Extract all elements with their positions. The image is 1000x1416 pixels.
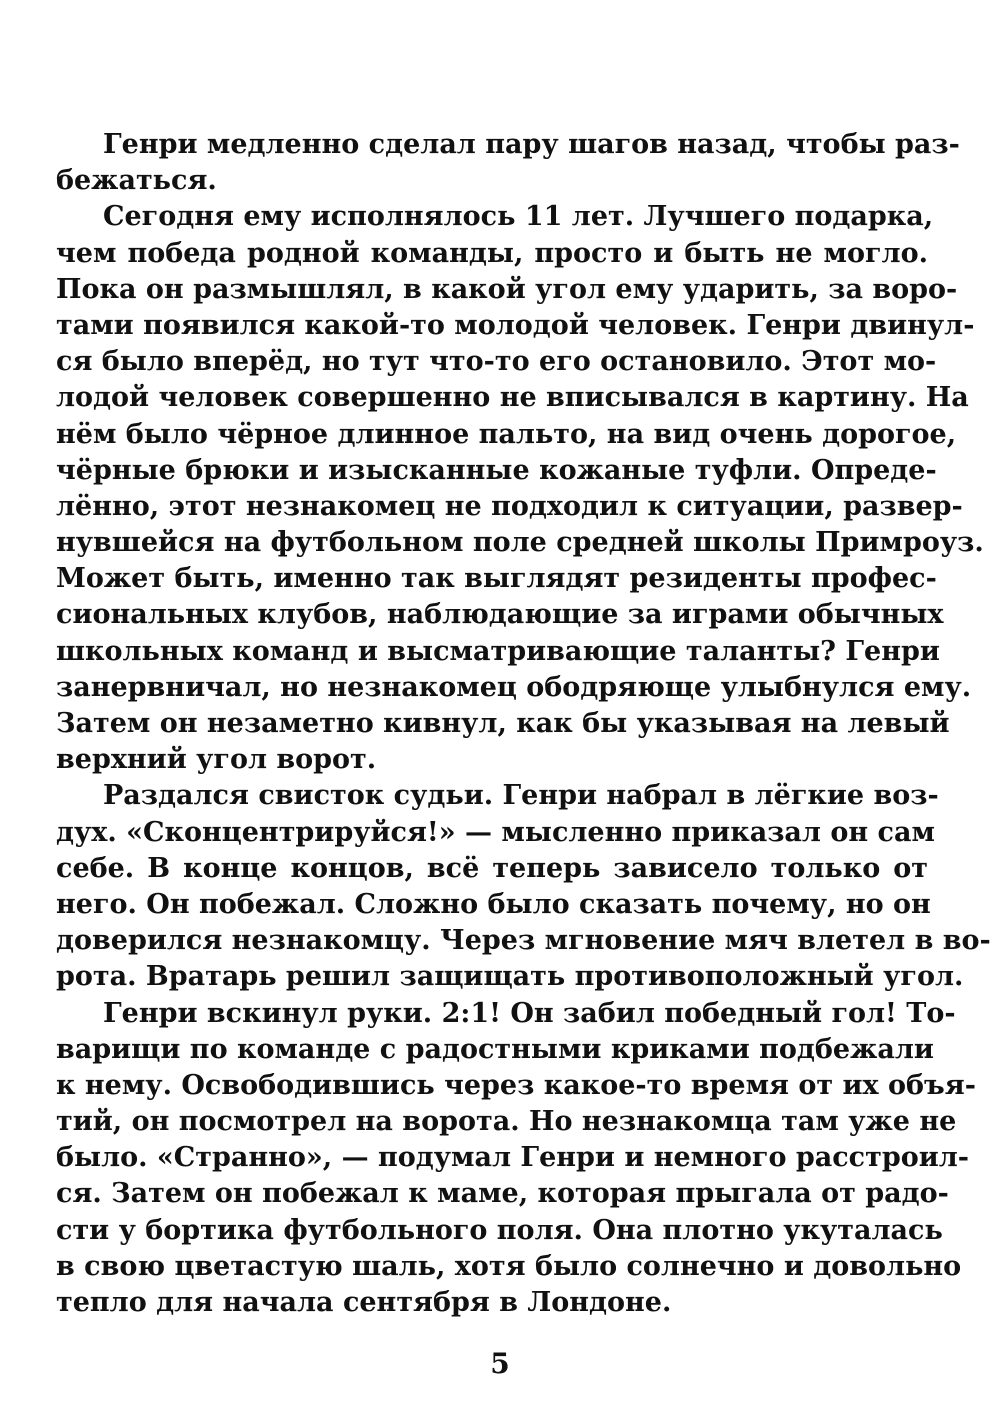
text-line: тий, он посмотрел на ворота. Но незнакомца там уже не bbox=[56, 1106, 957, 1138]
text-line: тами появился какой-то молодой человек. Генри двинул- bbox=[56, 309, 975, 341]
paragraph bbox=[56, 778, 991, 995]
text-line: чёрные брюки и изысканные кожаные туфли. Опреде- bbox=[56, 454, 937, 486]
text-line: ся. Затем он побежал к маме, которая прыгала от радо- bbox=[56, 1178, 949, 1210]
text-line: Раздался свисток судьи. Генри набрал в лёгкие воз- bbox=[103, 780, 939, 812]
text-line: чем победа родной команды, просто и быть не могло. bbox=[56, 237, 928, 269]
text-line: Может быть, именно так выглядят резиденты профес- bbox=[56, 563, 937, 595]
text-line: лодой человек совершенно не вписывался в картину. На bbox=[56, 382, 969, 414]
text-line: нём было чёрное длинное пальто, на вид очень дорогое, bbox=[56, 418, 957, 450]
text-line: занервничал, но незнакомец ободряюще улыбнулся ему. bbox=[56, 671, 972, 703]
text-line: в свою цветастую шаль, хотя было солнечно и довольно bbox=[56, 1250, 962, 1282]
text-line: тепло для начала сентября в Лондоне. bbox=[56, 1287, 672, 1318]
text-line: лённо, этот незнакомец не подходил к ситуации, развер- bbox=[56, 490, 963, 522]
text-line: сти у бортика футбольного поля. Она плотно укуталась bbox=[56, 1214, 943, 1246]
text-line: Сегодня ему исполнялось 11 лет. Лучшего подарка, bbox=[103, 201, 934, 233]
text-line: было. «Странно», — подумал Генри и немного расстроил- bbox=[56, 1142, 970, 1174]
text-line: школьных команд и высматривающие таланты? Генри bbox=[56, 635, 940, 667]
text-line: Затем он незаметно кивнул, как бы указывая на левый bbox=[56, 708, 950, 739]
text-line: бежаться. bbox=[56, 165, 217, 197]
text-line: Пока он размышлял, в какой угол ему ударить, за воро- bbox=[56, 273, 958, 305]
text-line: себе. В конце концов, всё теперь зависело только от bbox=[56, 852, 928, 884]
text-line: нувшейся на футбольном поле средней школы Примроуз. bbox=[56, 527, 984, 559]
paragraph bbox=[56, 199, 984, 778]
text-line: дух. «Сконцентрируйся!» — мысленно приказал он сам bbox=[56, 816, 935, 848]
text-line: доверился незнакомцу. Через мгновение мяч влетел в во- bbox=[56, 925, 991, 957]
text-line: него. Он побежал. Сложно было сказать почему, но он bbox=[56, 888, 931, 920]
text-line: Генри медленно сделал пару шагов назад, чтобы раз- bbox=[103, 129, 960, 160]
page-number: 5 bbox=[490, 1347, 510, 1380]
text-line: варищи по команде с радостными криками подбежали bbox=[56, 1033, 934, 1065]
text-line: сиональных клубов, наблюдающие за играми обычных bbox=[56, 599, 944, 631]
text-line: верхний угол ворот. bbox=[56, 744, 377, 776]
page-text bbox=[56, 127, 991, 1321]
text-line: Генри вскинул руки. 2:1! Он забил победный гол! То- bbox=[103, 997, 956, 1029]
text-line: рота. Вратарь решил защищать противоположный угол. bbox=[56, 961, 964, 993]
paragraph bbox=[56, 127, 960, 199]
text-line: ся было вперёд, но тут что-то его остановило. Этот мо- bbox=[56, 346, 937, 378]
paragraph bbox=[56, 996, 976, 1322]
text-line: к нему. Освободившись через какое-то время от их объя- bbox=[56, 1069, 976, 1101]
